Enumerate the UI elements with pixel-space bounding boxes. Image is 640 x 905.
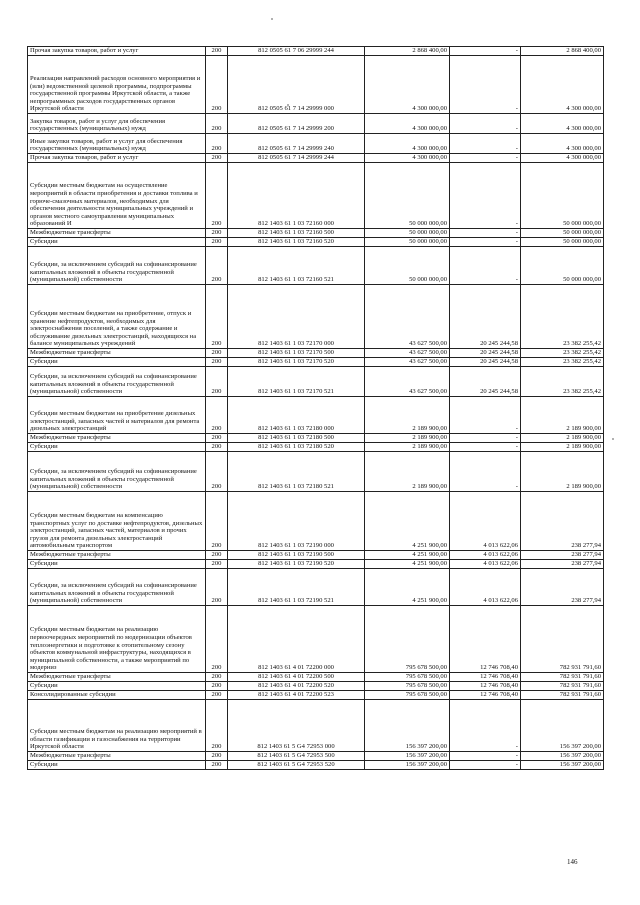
cell-exec: - xyxy=(450,229,521,238)
table-row xyxy=(28,367,604,397)
cell-plan: 4 251 900,00 xyxy=(365,492,450,551)
cell-name: Субсидии местным бюджетам на приобретение дизельных электростанций, запасных частей и материалов для ремонта дизельных электростанций xyxy=(28,397,206,434)
cell-plan: 4 251 900,00 xyxy=(365,560,450,569)
cell-name: Субсидии местным бюджетам на реализацию мероприятий в области газификации и газоснабжения на территории Иркутской области xyxy=(28,700,206,752)
cell-rest: 4 300 000,00 xyxy=(521,114,604,134)
cell-kbk: 812 1403 61 1 03 72190 520 xyxy=(228,560,365,569)
cell-rest: 23 382 255,42 xyxy=(521,349,604,358)
cell-name: Субсидии xyxy=(28,560,206,569)
cell-kbk: 812 1403 61 1 03 72160 520 xyxy=(228,238,365,247)
cell-name: Субсидии xyxy=(28,443,206,452)
cell-exec: 4 013 622,06 xyxy=(450,560,521,569)
cell-plan: 2 868 400,00 xyxy=(365,47,450,56)
cell-exec: 4 013 622,06 xyxy=(450,492,521,551)
cell-name: Реализация направлений расходов основного мероприятия и (или) ведомственной целевой программы, подпрограммы государственной программы Иркутской области, а также непрограммных расходов государственных органов Иркутской области xyxy=(28,56,206,114)
scan-speck xyxy=(271,18,273,20)
cell-name: Прочая закупка товаров, работ и услуг xyxy=(28,47,206,56)
cell-kbk: 812 0505 61 7 06 29999 244 xyxy=(228,47,365,56)
table-row xyxy=(28,560,604,569)
cell-rest: 238 277,94 xyxy=(521,551,604,560)
cell-name: Субсидии xyxy=(28,358,206,367)
cell-code: 200 xyxy=(206,134,228,154)
cell-plan: 4 300 000,00 xyxy=(365,114,450,134)
cell-kbk: 812 1403 61 1 03 72170 000 xyxy=(228,285,365,349)
cell-name: Межбюджетные трансферты xyxy=(28,434,206,443)
table-row xyxy=(28,443,604,452)
cell-name: Субсидии xyxy=(28,761,206,770)
cell-code: 200 xyxy=(206,691,228,700)
cell-plan: 4 300 000,00 xyxy=(365,154,450,163)
cell-kbk: 812 1403 61 1 03 72160 500 xyxy=(228,229,365,238)
cell-exec: - xyxy=(450,47,521,56)
cell-name: Субсидии местным бюджетам на реализацию первоочередных мероприятий по модернизации объектов теплоэнергетики и подготовке к отопительному сезону объектов коммунальной инфраструктуры, находящихся в муниципальной собственности, а также мероприятий по модерниз xyxy=(28,606,206,673)
cell-code: 200 xyxy=(206,229,228,238)
cell-rest: 4 300 000,00 xyxy=(521,134,604,154)
cell-name: Межбюджетные трансферты xyxy=(28,752,206,761)
page-number: 146 xyxy=(567,858,578,866)
cell-name: Субсидии xyxy=(28,238,206,247)
cell-plan: 795 678 500,00 xyxy=(365,673,450,682)
cell-rest: 156 397 200,00 xyxy=(521,752,604,761)
cell-exec: - xyxy=(450,114,521,134)
cell-rest: 2 189 900,00 xyxy=(521,434,604,443)
cell-exec: 20 245 244,58 xyxy=(450,367,521,397)
scan-speck xyxy=(612,438,614,440)
cell-name: Межбюджетные трансферты xyxy=(28,673,206,682)
cell-plan: 4 300 000,00 xyxy=(365,134,450,154)
cell-name: Субсидии, за исключением субсидий на софинансирование капитальных вложений в объекты государственной (муниципальной) собственности xyxy=(28,367,206,397)
budget-execution-table xyxy=(27,46,604,770)
table-row xyxy=(28,358,604,367)
cell-kbk: 812 1403 61 5 G4 72953 000 xyxy=(228,700,365,752)
cell-name: Прочая закупка товаров, работ и услуг xyxy=(28,154,206,163)
table-row xyxy=(28,691,604,700)
table-row xyxy=(28,397,604,434)
cell-exec: 4 013 622,06 xyxy=(450,569,521,606)
cell-exec: - xyxy=(450,154,521,163)
cell-name: Субсидии, за исключением субсидий на софинансирование капитальных вложений в объекты государственной (муниципальной) собственности xyxy=(28,247,206,285)
cell-rest: 156 397 200,00 xyxy=(521,761,604,770)
cell-kbk: 812 1403 61 1 03 72160 000 xyxy=(228,163,365,229)
cell-kbk: 812 1403 61 5 G4 72953 520 xyxy=(228,761,365,770)
cell-kbk: 812 0505 61 7 14 29999 244 xyxy=(228,154,365,163)
cell-kbk: 812 1403 61 1 03 72170 520 xyxy=(228,358,365,367)
cell-plan: 43 627 500,00 xyxy=(365,367,450,397)
cell-name: Субсидии местным бюджетам на приобретение, отпуск и хранение нефтепродуктов, необходимых для электроснабжения поселений, а также содержание и обслуживание дизельных электростанций, находящихся на балансе муниципальных учреждений xyxy=(28,285,206,349)
cell-code: 200 xyxy=(206,349,228,358)
cell-plan: 43 627 500,00 xyxy=(365,285,450,349)
cell-code: 200 xyxy=(206,47,228,56)
cell-exec: 4 013 622,06 xyxy=(450,551,521,560)
cell-code: 200 xyxy=(206,761,228,770)
cell-code: 200 xyxy=(206,285,228,349)
cell-kbk: 812 0505 61 7 14 29999 000 xyxy=(228,56,365,114)
cell-kbk: 812 1403 61 1 03 72190 500 xyxy=(228,551,365,560)
table-row xyxy=(28,673,604,682)
table-row xyxy=(28,452,604,492)
cell-code: 200 xyxy=(206,154,228,163)
cell-exec: - xyxy=(450,434,521,443)
cell-rest: 50 000 000,00 xyxy=(521,238,604,247)
cell-code: 200 xyxy=(206,397,228,434)
cell-rest: 50 000 000,00 xyxy=(521,247,604,285)
cell-exec: 20 245 244,58 xyxy=(450,349,521,358)
cell-kbk: 812 1403 61 4 01 72200 500 xyxy=(228,673,365,682)
cell-exec: - xyxy=(450,752,521,761)
cell-exec: 20 245 244,58 xyxy=(450,358,521,367)
cell-kbk: 812 1403 61 1 03 72180 000 xyxy=(228,397,365,434)
cell-plan: 4 300 000,00 xyxy=(365,56,450,114)
table-row xyxy=(28,163,604,229)
cell-rest: 782 931 791,60 xyxy=(521,682,604,691)
cell-plan: 50 000 000,00 xyxy=(365,238,450,247)
cell-plan: 50 000 000,00 xyxy=(365,163,450,229)
cell-kbk: 812 1403 61 1 03 72180 521 xyxy=(228,452,365,492)
table-row xyxy=(28,434,604,443)
table-row xyxy=(28,492,604,551)
cell-plan: 156 397 200,00 xyxy=(365,752,450,761)
cell-kbk: 812 0505 61 7 14 29999 240 xyxy=(228,134,365,154)
cell-plan: 2 189 900,00 xyxy=(365,397,450,434)
cell-exec: - xyxy=(450,397,521,434)
cell-code: 200 xyxy=(206,367,228,397)
cell-name: Субсидии, за исключением субсидий на софинансирование капитальных вложений в объекты государственной (муниципальной) собственности xyxy=(28,569,206,606)
cell-name: Закупка товаров, работ и услуг для обеспечения государственных (муниципальных) нужд xyxy=(28,114,206,134)
cell-exec: - xyxy=(450,56,521,114)
cell-code: 200 xyxy=(206,673,228,682)
cell-rest: 238 277,94 xyxy=(521,569,604,606)
table-row xyxy=(28,761,604,770)
cell-exec: - xyxy=(450,452,521,492)
cell-rest: 23 382 255,42 xyxy=(521,358,604,367)
cell-rest: 782 931 791,60 xyxy=(521,673,604,682)
cell-name: Межбюджетные трансферты xyxy=(28,229,206,238)
cell-kbk: 812 1403 61 4 01 72200 520 xyxy=(228,682,365,691)
cell-code: 200 xyxy=(206,700,228,752)
cell-code: 200 xyxy=(206,606,228,673)
cell-code: 200 xyxy=(206,682,228,691)
table-row xyxy=(28,154,604,163)
cell-plan: 4 251 900,00 xyxy=(365,569,450,606)
cell-kbk: 812 1403 61 4 01 72200 000 xyxy=(228,606,365,673)
cell-rest: 2 868 400,00 xyxy=(521,47,604,56)
cell-kbk: 812 0505 61 7 14 29999 200 xyxy=(228,114,365,134)
cell-plan: 2 189 900,00 xyxy=(365,434,450,443)
cell-exec: 12 746 708,40 xyxy=(450,606,521,673)
cell-code: 200 xyxy=(206,358,228,367)
table-row xyxy=(28,47,604,56)
cell-name: Субсидии xyxy=(28,682,206,691)
cell-exec: 12 746 708,40 xyxy=(450,673,521,682)
cell-code: 200 xyxy=(206,452,228,492)
cell-rest: 238 277,94 xyxy=(521,492,604,551)
table-row xyxy=(28,238,604,247)
cell-rest: 782 931 791,60 xyxy=(521,691,604,700)
table-row xyxy=(28,349,604,358)
cell-plan: 795 678 500,00 xyxy=(365,682,450,691)
table-row xyxy=(28,285,604,349)
cell-exec: - xyxy=(450,134,521,154)
cell-rest: 2 189 900,00 xyxy=(521,452,604,492)
table-row xyxy=(28,752,604,761)
cell-plan: 795 678 500,00 xyxy=(365,606,450,673)
cell-exec: - xyxy=(450,443,521,452)
cell-code: 200 xyxy=(206,569,228,606)
cell-exec: - xyxy=(450,247,521,285)
cell-rest: 2 189 900,00 xyxy=(521,443,604,452)
cell-rest: 156 397 200,00 xyxy=(521,700,604,752)
table-row xyxy=(28,114,604,134)
cell-rest: 4 300 000,00 xyxy=(521,154,604,163)
cell-code: 200 xyxy=(206,56,228,114)
cell-code: 200 xyxy=(206,247,228,285)
table-row xyxy=(28,134,604,154)
cell-exec: - xyxy=(450,700,521,752)
cell-kbk: 812 1403 61 4 01 72200 523 xyxy=(228,691,365,700)
cell-plan: 50 000 000,00 xyxy=(365,247,450,285)
cell-plan: 50 000 000,00 xyxy=(365,229,450,238)
cell-code: 200 xyxy=(206,238,228,247)
cell-code: 200 xyxy=(206,163,228,229)
table-row xyxy=(28,606,604,673)
cell-plan: 2 189 900,00 xyxy=(365,452,450,492)
table-row xyxy=(28,700,604,752)
cell-rest: 4 300 000,00 xyxy=(521,56,604,114)
cell-code: 200 xyxy=(206,114,228,134)
cell-code: 200 xyxy=(206,551,228,560)
cell-name: Субсидии местным бюджетам на осуществление мероприятий в области приобретения и доставки топлива и горюче-смазочных материалов, необходимых для обеспечения деятельности муниципальных учреждений и органов местного самоуправления муниципальных образований И xyxy=(28,163,206,229)
cell-name: Межбюджетные трансферты xyxy=(28,349,206,358)
cell-exec: 12 746 708,40 xyxy=(450,682,521,691)
table-row xyxy=(28,682,604,691)
cell-rest: 238 277,94 xyxy=(521,560,604,569)
cell-exec: - xyxy=(450,163,521,229)
cell-name: Консолидированные субсидии xyxy=(28,691,206,700)
cell-kbk: 812 1403 61 1 03 72180 520 xyxy=(228,443,365,452)
cell-code: 200 xyxy=(206,752,228,761)
cell-kbk: 812 1403 61 1 03 72190 000 xyxy=(228,492,365,551)
cell-kbk: 812 1403 61 5 G4 72953 500 xyxy=(228,752,365,761)
cell-name: Субсидии, за исключением субсидий на софинансирование капитальных вложений в объекты государственной (муниципальной) собственности xyxy=(28,452,206,492)
cell-name: Иные закупки товаров, работ и услуг для обеспечения государственных (муниципальных) нужд xyxy=(28,134,206,154)
cell-plan: 4 251 900,00 xyxy=(365,551,450,560)
table-row xyxy=(28,569,604,606)
cell-exec: 20 245 244,58 xyxy=(450,285,521,349)
cell-kbk: 812 1403 61 1 03 72190 521 xyxy=(228,569,365,606)
cell-kbk: 812 1403 61 1 03 72160 521 xyxy=(228,247,365,285)
cell-kbk: 812 1403 61 1 03 72180 500 xyxy=(228,434,365,443)
cell-plan: 43 627 500,00 xyxy=(365,358,450,367)
cell-rest: 50 000 000,00 xyxy=(521,163,604,229)
cell-exec: 12 746 708,40 xyxy=(450,691,521,700)
cell-exec: - xyxy=(450,761,521,770)
cell-code: 200 xyxy=(206,434,228,443)
table-row xyxy=(28,56,604,114)
cell-plan: 156 397 200,00 xyxy=(365,700,450,752)
table-body xyxy=(28,47,604,770)
table-row xyxy=(28,247,604,285)
cell-code: 200 xyxy=(206,492,228,551)
cell-rest: 23 382 255,42 xyxy=(521,367,604,397)
cell-rest: 782 931 791,60 xyxy=(521,606,604,673)
table-row xyxy=(28,229,604,238)
cell-plan: 2 189 900,00 xyxy=(365,443,450,452)
cell-exec: - xyxy=(450,238,521,247)
cell-plan: 795 678 500,00 xyxy=(365,691,450,700)
cell-plan: 43 627 500,00 xyxy=(365,349,450,358)
cell-rest: 23 382 255,42 xyxy=(521,285,604,349)
cell-kbk: 812 1403 61 1 03 72170 521 xyxy=(228,367,365,397)
cell-name: Субсидии местным бюджетам на компенсацию транспортных услуг по доставке нефтепродуктов, дизельных электростанций, запасных частей, материалов и прочих грузов для ремонта дизельных электростанций автомобильным транспортом xyxy=(28,492,206,551)
cell-code: 200 xyxy=(206,443,228,452)
cell-rest: 50 000 000,00 xyxy=(521,229,604,238)
cell-name: Межбюджетные трансферты xyxy=(28,551,206,560)
cell-code: 200 xyxy=(206,560,228,569)
cell-rest: 2 189 900,00 xyxy=(521,397,604,434)
cell-kbk: 812 1403 61 1 03 72170 500 xyxy=(228,349,365,358)
table-row xyxy=(28,551,604,560)
cell-plan: 156 397 200,00 xyxy=(365,761,450,770)
